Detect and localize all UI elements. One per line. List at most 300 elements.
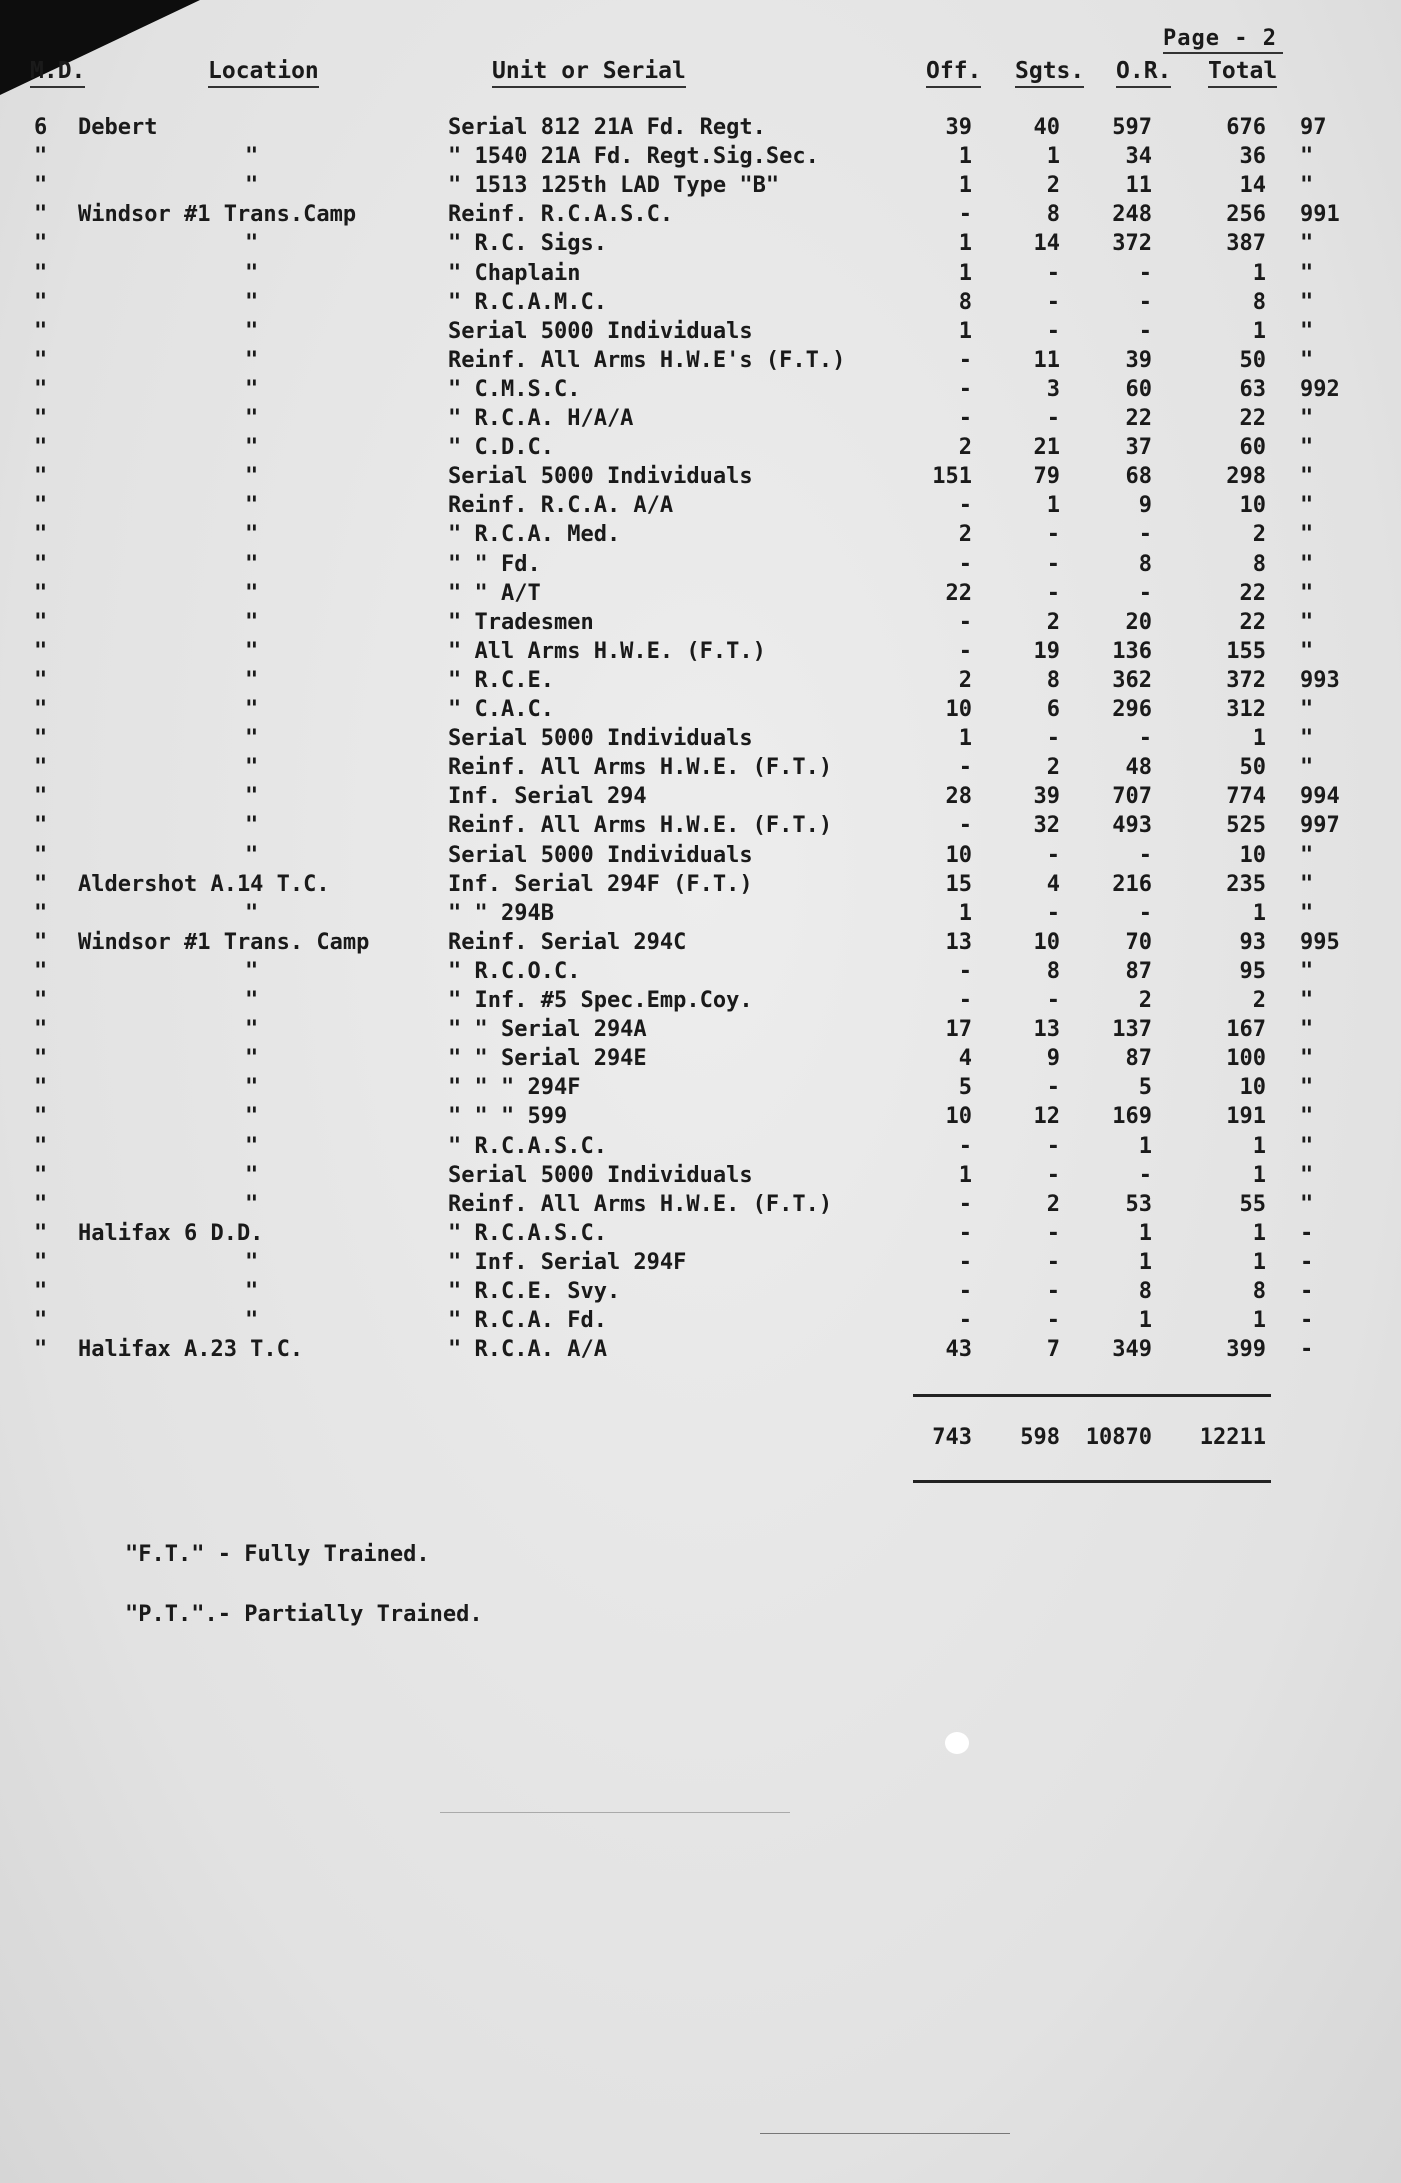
row-margin-note: " — [1300, 1046, 1314, 1072]
row-location: " — [245, 493, 259, 519]
row-margin-note: " — [1300, 1191, 1314, 1217]
row-margin-note: 997 — [1300, 813, 1340, 839]
row-off: - — [958, 609, 972, 635]
row-margin-note: " — [1300, 900, 1314, 926]
row-sgts: 8 — [1046, 667, 1060, 693]
row-margin-note: " — [1300, 871, 1314, 897]
row-sgts: 7 — [1046, 1337, 1060, 1363]
row-or: 53 — [1125, 1191, 1152, 1217]
row-total: 10 — [1239, 1075, 1266, 1101]
header-location: Location — [208, 58, 319, 88]
row-or: 11 — [1125, 173, 1152, 199]
row-md: " — [34, 871, 48, 897]
row-total: 14 — [1239, 173, 1266, 199]
page-number-underline — [1163, 52, 1283, 54]
row-or: - — [1138, 260, 1152, 286]
row-off: 39 — [945, 115, 972, 140]
page-number: Page - 2 — [1163, 26, 1277, 51]
table-row — [0, 1192, 1401, 1221]
table-row — [0, 231, 1401, 260]
row-unit: " All Arms H.W.E. (F.T.) — [448, 638, 766, 664]
row-location: " — [245, 231, 259, 257]
row-total: 399 — [1226, 1337, 1266, 1363]
row-total: 10 — [1239, 493, 1266, 519]
row-margin-note: " — [1300, 231, 1314, 257]
row-unit: " R.C.A. A/A — [448, 1337, 607, 1363]
row-margin-note: - — [1300, 1220, 1314, 1246]
row-md: " — [34, 1133, 48, 1159]
row-md: " — [34, 1337, 48, 1363]
row-or: 87 — [1125, 1046, 1152, 1072]
row-sgts: 1 — [1046, 144, 1060, 170]
table-row — [0, 202, 1401, 231]
row-off: 1 — [958, 318, 972, 344]
table-row — [0, 668, 1401, 697]
row-md: " — [34, 900, 48, 926]
row-md: " — [34, 1308, 48, 1334]
row-off: - — [958, 988, 972, 1013]
row-margin-note: " — [1300, 260, 1314, 286]
row-off: 1 — [958, 1162, 972, 1188]
table-row — [0, 843, 1401, 872]
row-location: " — [245, 376, 259, 402]
header-or: O.R. — [1116, 58, 1171, 88]
row-margin-note: " — [1300, 551, 1314, 577]
row-location: " — [245, 1308, 259, 1334]
table-row — [0, 1221, 1401, 1250]
row-sgts: - — [1046, 1308, 1060, 1334]
row-unit: Inf. Serial 294 — [448, 784, 647, 810]
total-sgts: 598 — [1020, 1425, 1060, 1450]
row-unit: Serial 5000 Individuals — [448, 842, 753, 868]
row-margin-note: " — [1300, 347, 1314, 373]
row-unit: " " " 599 — [448, 1104, 568, 1130]
table-row — [0, 1308, 1401, 1337]
table-row — [0, 813, 1401, 842]
row-or: 169 — [1112, 1104, 1152, 1130]
row-or: - — [1138, 726, 1152, 752]
header-total: Total — [1208, 58, 1277, 88]
row-or: 216 — [1112, 871, 1152, 897]
row-total: 60 — [1239, 435, 1266, 461]
table-row — [0, 319, 1401, 348]
row-margin-note: " — [1300, 638, 1314, 664]
row-or: - — [1138, 289, 1152, 315]
row-total: 312 — [1226, 697, 1266, 722]
row-md: " — [34, 1075, 48, 1101]
row-sgts: - — [1046, 1075, 1060, 1101]
faint-mark — [440, 1812, 790, 1813]
row-sgts: - — [1046, 1279, 1060, 1304]
row-or: - — [1138, 522, 1152, 548]
row-location: " — [245, 347, 259, 373]
row-unit: Serial 5000 Individuals — [448, 464, 753, 490]
table-row — [0, 552, 1401, 581]
row-location: " — [245, 842, 259, 868]
row-total: 55 — [1239, 1191, 1266, 1217]
row-off: 15 — [945, 871, 972, 897]
row-off: 10 — [945, 842, 972, 868]
row-sgts: 40 — [1033, 115, 1060, 140]
row-location: Halifax 6 D.D. — [78, 1220, 264, 1246]
row-or: 362 — [1112, 667, 1152, 693]
table-row — [0, 755, 1401, 784]
row-location: " — [245, 289, 259, 315]
row-sgts: - — [1046, 900, 1060, 926]
row-total: 155 — [1226, 638, 1266, 664]
row-off: 2 — [958, 667, 972, 693]
row-off: - — [958, 1133, 972, 1159]
row-unit: " " Serial 294A — [448, 1017, 647, 1043]
table-row — [0, 406, 1401, 435]
row-md: " — [34, 609, 48, 635]
row-or: 39 — [1125, 347, 1152, 373]
row-off: - — [958, 493, 972, 519]
row-margin-note: - — [1300, 1308, 1314, 1334]
table-row — [0, 959, 1401, 988]
row-sgts: - — [1046, 1249, 1060, 1275]
row-or: - — [1138, 318, 1152, 344]
row-md: " — [34, 842, 48, 868]
row-unit: Serial 5000 Individuals — [448, 318, 753, 344]
row-md: " — [34, 1191, 48, 1217]
row-location: " — [245, 173, 259, 199]
table-row — [0, 1104, 1401, 1133]
row-off: 10 — [945, 697, 972, 722]
footnote-ft: "F.T." - Fully Trained. — [125, 1542, 430, 1567]
row-location: " — [245, 726, 259, 752]
table-row — [0, 144, 1401, 173]
table-row — [0, 581, 1401, 610]
row-off: 13 — [945, 929, 972, 955]
row-sgts: - — [1046, 1133, 1060, 1159]
row-margin-note: 97 — [1300, 115, 1327, 140]
row-unit: " Chaplain — [448, 260, 581, 286]
row-off: 43 — [945, 1337, 972, 1363]
row-unit: " R.C.A. Med. — [448, 522, 621, 548]
row-sgts: 6 — [1046, 697, 1060, 722]
row-md: " — [34, 755, 48, 781]
row-off: 17 — [945, 1017, 972, 1043]
row-margin-note: " — [1300, 988, 1314, 1013]
row-md: " — [34, 435, 48, 461]
row-or: 493 — [1112, 813, 1152, 839]
row-or: 2 — [1138, 988, 1152, 1013]
row-md: " — [34, 318, 48, 344]
row-md: " — [34, 522, 48, 548]
row-or: 70 — [1125, 929, 1152, 955]
row-unit: " " " 294F — [448, 1075, 581, 1101]
header-md: M.D. — [30, 58, 85, 88]
row-or: 48 — [1125, 755, 1152, 781]
row-off: - — [958, 755, 972, 781]
row-or: 372 — [1112, 231, 1152, 257]
table-row — [0, 1017, 1401, 1046]
row-sgts: 1 — [1046, 493, 1060, 519]
row-location: " — [245, 1162, 259, 1188]
table-row — [0, 522, 1401, 551]
row-md: " — [34, 580, 48, 606]
row-margin-note: 992 — [1300, 376, 1340, 402]
row-location: " — [245, 144, 259, 170]
row-total: 1 — [1252, 900, 1266, 926]
row-unit: Reinf. All Arms H.W.E's (F.T.) — [448, 347, 846, 373]
row-off: 1 — [958, 144, 972, 170]
row-sgts: 11 — [1033, 347, 1060, 373]
row-sgts: 12 — [1033, 1104, 1060, 1130]
totals-rule-bottom — [913, 1480, 1271, 1483]
table-row — [0, 115, 1401, 144]
row-unit: " Inf. Serial 294F — [448, 1249, 687, 1275]
row-or: - — [1138, 842, 1152, 868]
row-margin-note: " — [1300, 755, 1314, 781]
row-total: 8 — [1252, 1279, 1266, 1304]
table-row — [0, 435, 1401, 464]
row-off: - — [958, 1191, 972, 1217]
row-md: " — [34, 1046, 48, 1072]
row-or: 5 — [1138, 1075, 1152, 1101]
row-total: 50 — [1239, 755, 1266, 781]
row-sgts: 9 — [1046, 1046, 1060, 1072]
row-total: 50 — [1239, 347, 1266, 373]
table-row — [0, 290, 1401, 319]
row-total: 95 — [1239, 958, 1266, 984]
row-unit: " " A/T — [448, 580, 541, 606]
row-unit: " R.C.A.S.C. — [448, 1133, 607, 1159]
total-or: 10870 — [1085, 1425, 1152, 1450]
row-location: " — [245, 1249, 259, 1275]
row-md: " — [34, 464, 48, 490]
row-location: " — [245, 813, 259, 839]
row-sgts: 79 — [1033, 464, 1060, 490]
table-row — [0, 610, 1401, 639]
row-total: 93 — [1239, 929, 1266, 955]
row-location: " — [245, 1104, 259, 1130]
row-unit: " " Serial 294E — [448, 1046, 647, 1072]
row-md: 6 — [34, 115, 48, 140]
row-md: " — [34, 376, 48, 402]
row-total: 63 — [1239, 376, 1266, 402]
table-row — [0, 930, 1401, 959]
row-md: " — [34, 1162, 48, 1188]
row-unit: " C.A.C. — [448, 697, 554, 722]
row-unit: " R.C.A.S.C. — [448, 1220, 607, 1246]
row-unit: Reinf. Serial 294C — [448, 929, 687, 955]
table-row — [0, 173, 1401, 202]
total-total: 12211 — [1199, 1425, 1266, 1450]
row-off: 151 — [932, 464, 972, 490]
row-sgts: 2 — [1046, 173, 1060, 199]
row-sgts: 32 — [1033, 813, 1060, 839]
row-sgts: 2 — [1046, 755, 1060, 781]
row-sgts: - — [1046, 1162, 1060, 1188]
header-off: Off. — [926, 58, 981, 88]
row-unit: Reinf. All Arms H.W.E. (F.T.) — [448, 813, 833, 839]
row-location: " — [245, 667, 259, 693]
table-row — [0, 464, 1401, 493]
row-location: Windsor #1 Trans. Camp — [78, 929, 370, 955]
row-off: 10 — [945, 1104, 972, 1130]
row-or: 1 — [1138, 1308, 1152, 1334]
row-total: 1 — [1252, 1133, 1266, 1159]
row-or: 37 — [1125, 435, 1152, 461]
row-unit: Reinf. All Arms H.W.E. (F.T.) — [448, 1191, 833, 1217]
row-off: 5 — [958, 1075, 972, 1101]
row-off: 1 — [958, 726, 972, 752]
row-margin-note: " — [1300, 1133, 1314, 1159]
table-row — [0, 901, 1401, 930]
row-or: 1 — [1138, 1249, 1152, 1275]
row-location: " — [245, 406, 259, 431]
row-total: 100 — [1226, 1046, 1266, 1072]
row-unit: Inf. Serial 294F (F.T.) — [448, 871, 753, 897]
row-total: 774 — [1226, 784, 1266, 810]
row-md: " — [34, 1220, 48, 1246]
row-total: 22 — [1239, 406, 1266, 431]
row-margin-note: " — [1300, 173, 1314, 199]
table-row — [0, 1337, 1401, 1366]
row-total: 372 — [1226, 667, 1266, 693]
row-location: " — [245, 609, 259, 635]
row-margin-note: " — [1300, 406, 1314, 431]
row-off: 1 — [958, 173, 972, 199]
row-unit: " R.C.A.M.C. — [448, 289, 607, 315]
row-off: - — [958, 406, 972, 431]
row-off: - — [958, 202, 972, 228]
row-sgts: 8 — [1046, 202, 1060, 228]
row-margin-note: " — [1300, 1104, 1314, 1130]
row-total: 1 — [1252, 1308, 1266, 1334]
total-off: 743 — [932, 1425, 972, 1450]
row-location: Windsor #1 Trans.Camp — [78, 202, 357, 228]
row-md: " — [34, 406, 48, 431]
row-total: 1 — [1252, 1162, 1266, 1188]
row-total: 2 — [1252, 522, 1266, 548]
row-margin-note: - — [1300, 1279, 1314, 1304]
row-margin-note: 991 — [1300, 202, 1340, 228]
row-or: 8 — [1138, 551, 1152, 577]
row-margin-note: " — [1300, 958, 1314, 984]
row-md: " — [34, 202, 48, 228]
row-or: 9 — [1138, 493, 1152, 519]
row-total: 22 — [1239, 580, 1266, 606]
header-sgts: Sgts. — [1015, 58, 1084, 88]
row-margin-note: " — [1300, 318, 1314, 344]
row-margin-note: 994 — [1300, 784, 1340, 810]
row-location: " — [245, 988, 259, 1013]
row-unit: " R.C.A. Fd. — [448, 1308, 607, 1334]
row-total: 1 — [1252, 1249, 1266, 1275]
row-margin-note: " — [1300, 464, 1314, 490]
row-sgts: - — [1046, 318, 1060, 344]
row-sgts: 13 — [1033, 1017, 1060, 1043]
row-unit: " R.C.E. Svy. — [448, 1279, 621, 1304]
row-total: 235 — [1226, 871, 1266, 897]
row-margin-note: - — [1300, 1337, 1314, 1363]
row-off: - — [958, 376, 972, 402]
row-md: " — [34, 1249, 48, 1275]
row-location: Debert — [78, 115, 158, 140]
row-sgts: 14 — [1033, 231, 1060, 257]
row-location: " — [245, 958, 259, 984]
row-md: " — [34, 988, 48, 1013]
row-unit: " R.C.A. H/A/A — [448, 406, 634, 431]
row-location: " — [245, 318, 259, 344]
row-sgts: 19 — [1033, 638, 1060, 664]
row-location: " — [245, 1046, 259, 1072]
row-md: " — [34, 697, 48, 722]
row-sgts: 8 — [1046, 958, 1060, 984]
row-sgts: - — [1046, 842, 1060, 868]
row-sgts: 2 — [1046, 609, 1060, 635]
row-md: " — [34, 784, 48, 810]
row-sgts: - — [1046, 551, 1060, 577]
row-location: " — [245, 580, 259, 606]
row-location: " — [245, 1191, 259, 1217]
table-row — [0, 726, 1401, 755]
row-or: - — [1138, 1162, 1152, 1188]
row-unit: " 1513 125th LAD Type "B" — [448, 173, 780, 199]
row-margin-note: " — [1300, 609, 1314, 635]
row-off: - — [958, 1220, 972, 1246]
row-or: 248 — [1112, 202, 1152, 228]
row-margin-note: " — [1300, 435, 1314, 461]
row-off: - — [958, 958, 972, 984]
row-md: " — [34, 726, 48, 752]
row-md: " — [34, 144, 48, 170]
row-or: 136 — [1112, 638, 1152, 664]
table-row — [0, 1134, 1401, 1163]
header-unit: Unit or Serial — [492, 58, 686, 88]
row-sgts: 2 — [1046, 1191, 1060, 1217]
row-total: 22 — [1239, 609, 1266, 635]
row-total: 1 — [1252, 1220, 1266, 1246]
row-location: " — [245, 551, 259, 577]
row-margin-note: " — [1300, 842, 1314, 868]
table-row — [0, 639, 1401, 668]
paper-blemish — [945, 1732, 969, 1754]
row-margin-note: " — [1300, 289, 1314, 315]
row-or: 349 — [1112, 1337, 1152, 1363]
row-margin-note: " — [1300, 697, 1314, 722]
row-total: 167 — [1226, 1017, 1266, 1043]
row-location: " — [245, 522, 259, 548]
row-off: 28 — [945, 784, 972, 810]
row-margin-note: " — [1300, 1162, 1314, 1188]
table-row — [0, 1046, 1401, 1075]
row-location: " — [245, 755, 259, 781]
row-off: 1 — [958, 900, 972, 926]
row-sgts: - — [1046, 522, 1060, 548]
row-off: 2 — [958, 522, 972, 548]
row-margin-note: - — [1300, 1249, 1314, 1275]
row-off: 1 — [958, 231, 972, 257]
row-or: 707 — [1112, 784, 1152, 810]
row-total: 387 — [1226, 231, 1266, 257]
row-margin-note: " — [1300, 144, 1314, 170]
row-location: " — [245, 1279, 259, 1304]
row-margin-note: " — [1300, 493, 1314, 519]
row-sgts: 21 — [1033, 435, 1060, 461]
row-unit: " C.D.C. — [448, 435, 554, 461]
table-row — [0, 377, 1401, 406]
row-unit: " Tradesmen — [448, 609, 594, 635]
row-sgts: - — [1046, 260, 1060, 286]
row-off: - — [958, 1249, 972, 1275]
row-sgts: 4 — [1046, 871, 1060, 897]
row-or: 1 — [1138, 1133, 1152, 1159]
row-total: 8 — [1252, 551, 1266, 577]
